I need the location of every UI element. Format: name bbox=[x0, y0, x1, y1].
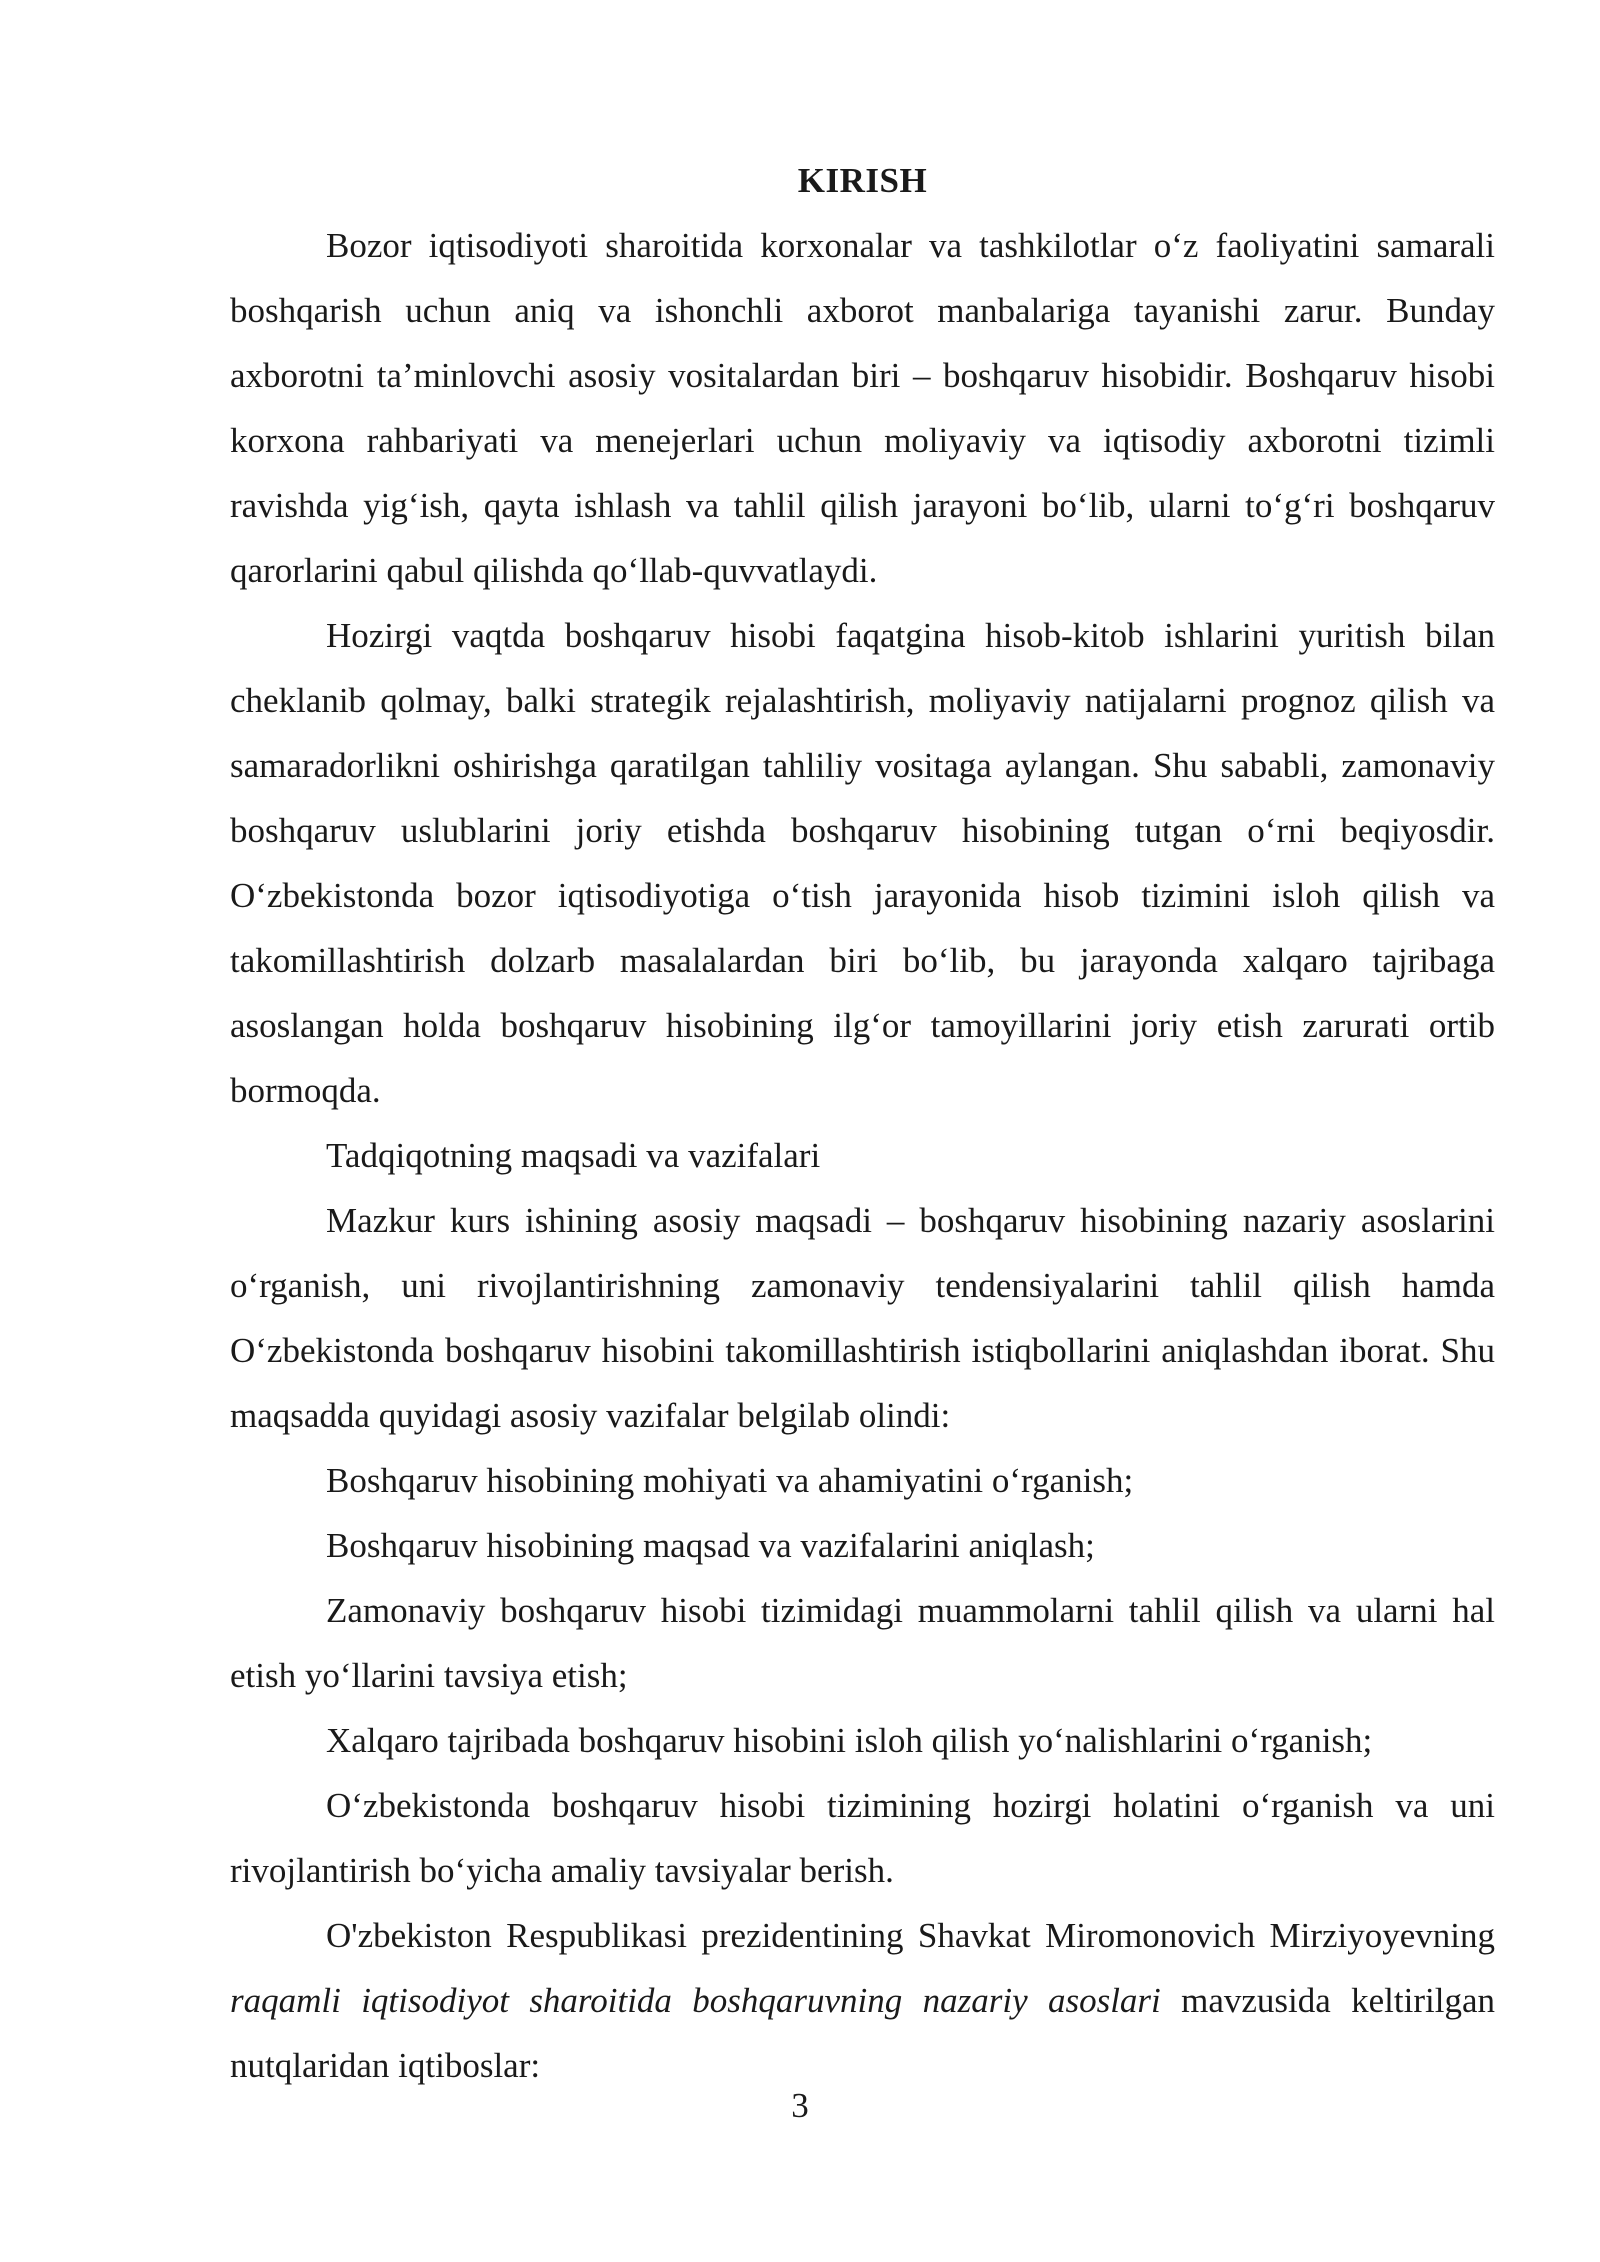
task-item-5: O‘zbekistonda boshqaruv hisobi tizimining hozirgi holatini o‘rganish va uni rivojlantirish bo‘yicha amaliy tavsiyalar berish. bbox=[230, 1786, 1495, 1890]
quote-intro-start: O'zbekiston Respublikasi prezidentining Shavkat Miromonovich Mirziyoyevning bbox=[326, 1916, 1495, 1955]
paragraph-goal: Mazkur kurs ishining asosiy maqsadi – boshqaruv hisobining nazariy asoslarini o‘rganish, uni rivojlantirishning zamonaviy tendensiyalarini tahlil qilish hamda O‘zbekistonda boshqaruv hisobini takomillashtirish istiqbollarini aniqlashdan iborat. Shu maqsadda quyidagi asosiy vazifalar belgilab olindi: bbox=[230, 1201, 1495, 1435]
task-item-3: Zamonaviy boshqaruv hisobi tizimidagi muammolarni tahlil qilish va ularni hal etish yo‘llarini tavsiya etish; bbox=[230, 1591, 1495, 1695]
document-page bbox=[230, 148, 1495, 2098]
quote-intro-end: mavzusida keltirilgan nutqlaridan iqtiboslar: bbox=[230, 1981, 1495, 2085]
paragraph-context: Hozirgi vaqtda boshqaruv hisobi faqatgina hisob-kitob ishlarini yuritish bilan cheklanib qolmay, balki strategik rejalashtirish, moliyaviy natijalarni prognoz qilish va samaradorlikni oshirishga qaratilgan tahliliy vositaga aylangan. Shu sababli, zamonaviy boshqaruv uslublarini joriy etishda boshqaruv hisobining tutgan o‘rni beqiyosdir. O‘zbekistonda bozor iqtisodiyotiga o‘tish jarayonida hisob tizimini isloh qilish va takomillashtirish dolzarb masalalardan biri bo‘lib, bu jarayonda xalqaro tajribaga asoslangan holda boshqaruv hisobining ilg‘or tamoyillarini joriy etish zarurati ortib bormoqda. bbox=[230, 616, 1495, 1110]
section-title: KIRISH bbox=[797, 161, 928, 200]
paragraph-intro: Bozor iqtisodiyoti sharoitida korxonalar va tashkilotlar o‘z faoliyatini samarali boshqarish uchun aniq va ishonchli axborot manbalariga tayanishi zarur. Bunday axborotni ta’minlovchi asosiy vositalardan biri – boshqaruv hisobidir. Boshqaruv hisobi korxona rahbariyati va menejerlari uchun moliyaviy va iqtisodiy axborotni tizimli ravishda yig‘ish, qayta ishlash va tahlil qilish jarayoni bo‘lib, ularni to‘g‘ri boshqaruv qarorlarini qabul qilishda qo‘llab-quvvatlaydi. bbox=[230, 226, 1495, 590]
task-item-1: Boshqaruv hisobining mohiyati va ahamiyatini o‘rganish; bbox=[326, 1461, 1134, 1500]
page-number: 3 bbox=[791, 2086, 809, 2125]
task-item-4: Xalqaro tajribada boshqaruv hisobini isloh qilish yo‘nalishlarini o‘rganish; bbox=[326, 1721, 1373, 1760]
paragraph-quote-intro bbox=[230, 1903, 1495, 2098]
task-item-2: Boshqaruv hisobining maqsad va vazifalarini aniqlash; bbox=[326, 1526, 1095, 1565]
quote-topic: raqamli iqtisodiyot sharoitida boshqaruvning nazariy asoslari bbox=[230, 1981, 1161, 2020]
subheading-goals: Tadqiqotning maqsadi va vazifalari bbox=[326, 1136, 821, 1175]
